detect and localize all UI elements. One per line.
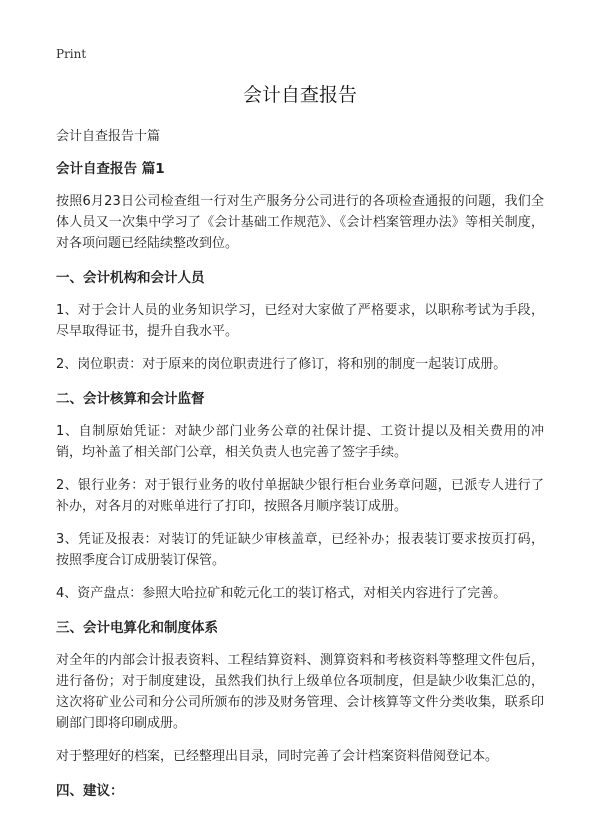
article-heading: 会计自查报告 篇1 xyxy=(56,161,165,177)
section-paragraph: 对全年的内部会计报表资料、工程结算资料、测算资料和考核资料等整理文件包后，进行备份；对于制度建设，虽然我们执行上级单位各项制度，但是缺少收集汇总的，这次将矿业公司和分公司所颁布的涉及财务管理、会计核算等文件分类收集，联系印刷部门即将印刷成册。 xyxy=(56,653,544,731)
section-heading: 一、会计机构和会计人员 xyxy=(56,270,205,286)
intro-paragraph: 按照6月23日公司检查组一行对生产服务分公司进行的各项检查通报的问题，我们全体人员又一次集中学习了《会计基础工作规范》、《会计档案管理办法》等相关制度，对各项问题已经陆续整改到位。 xyxy=(56,194,544,251)
section-paragraph: 1、对于会计人员的业务知识学习，已经对大家做了严格要求，以职称考试为手段，尽早取得证书，提升自我水平。 xyxy=(56,303,544,339)
section-paragraph: 2、岗位职责：对于原来的岗位职责进行了修订，将和别的制度一起装订成册。 xyxy=(56,357,507,372)
section-paragraph: 3、凭证及报表：对装订的凭证缺少审核盖章，已经补办；报表装订要求按页打码，按照季度合订成册装订保管。 xyxy=(56,532,544,568)
section-paragraph: 4、资产盘点：参照大哈拉矿和乾元化工的装订格式，对相关内容进行了完善。 xyxy=(56,586,507,601)
document-title: 会计自查报告 xyxy=(242,84,357,106)
document-body xyxy=(56,80,544,813)
document-subtitle: 会计自查报告十篇 xyxy=(56,129,161,144)
section-heading: 二、会计核算和会计监督 xyxy=(56,391,205,407)
section-4 xyxy=(56,779,544,799)
section-paragraph: 2、银行业务：对于银行业务的收付单据缺少银行柜台业务章问题，已派专人进行了补办，对各月的对账单进行了打印，按照各月顺序装订成册。 xyxy=(56,478,544,514)
section-3 xyxy=(56,616,544,767)
section-paragraph: 对于整理好的档案，已经整理出目录，同时完善了会计档案资料借阅登记本。 xyxy=(56,749,499,764)
section-2 xyxy=(56,387,544,604)
section-paragraph: 1、自制原始凭证：对缺少部门业务公章的社保计提、工资计提以及相关费用的冲销，均补盖了相关部门公章，相关负责人也完善了签字手续。 xyxy=(56,424,544,460)
section-1 xyxy=(56,266,544,375)
section-heading: 四、建议： xyxy=(56,783,124,799)
print-label[interactable]: Print xyxy=(56,47,87,61)
section-heading: 三、会计电算化和制度体系 xyxy=(56,620,218,636)
